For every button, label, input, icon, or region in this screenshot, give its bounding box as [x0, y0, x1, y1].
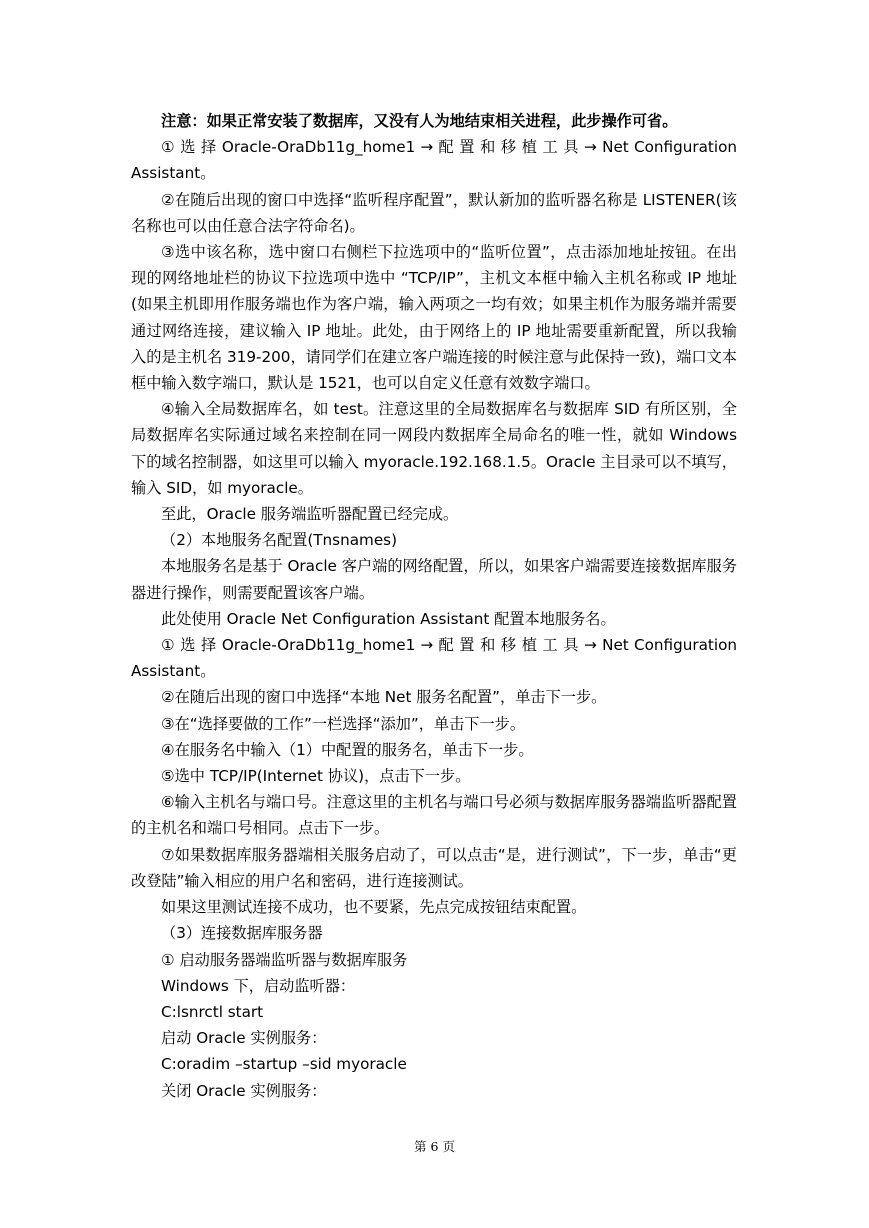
step-1-continuation: Assistant。	[131, 164, 216, 183]
start-services-paragraph: ① 启动服务器端监听器与数据库服务	[161, 950, 408, 969]
command-oradim-startup: C:oradim –startup –sid myoracle	[161, 1055, 407, 1074]
local-step-1-continuation: Assistant。	[131, 662, 216, 681]
section-heading-3: （3）连接数据库服务器	[161, 924, 323, 943]
step-3-paragraph: ③选中该名称，选中窗口右侧栏下拉选项中的“监听位置”，点击添加地址按钮。在出现的网络地址栏的协议下拉选项中选中 “TCP/IP”，主机文本框中输入主机名称或 IP 地址(如果主机即用作服务端也作为客户端，输入两项之一均有效；如果主机作为服务端并需要通过网络连接，建议输入 IP 地址。此处，由于网络上的 IP 地址需要重新配置，所以我输入的是主机名 319-200，请同学们在建立客户端连接的时候注意与此保持一致)，端口文本框中输入数字端口，默认是 1521，也可以自定义任意有效数字端口。	[131, 243, 737, 393]
step-1-paragraph: ① 选 择 Oracle-OraDb11g_home1 → 配 置 和 移 植 工 具 → Net Configuration	[161, 138, 737, 157]
summary-paragraph: 至此，Oracle 服务端监听器配置已经完成。	[161, 505, 459, 524]
windows-start-listener: Windows 下，启动监听器：	[161, 976, 356, 995]
local-step-7-paragraph: ⑦如果数据库服务器端相关服务启动了，可以点击“是，进行测试”，下一步，单击“更改登陆”输入相应的用户名和密码，进行连接测试。	[131, 845, 737, 890]
step-2-paragraph: ②在随后出现的窗口中选择“监听程序配置”，默认新加的监听器名称是 LISTENER(该名称也可以由任意合法字符命名)。	[131, 190, 737, 235]
command-lsnrctl-start: C:lsnrctl start	[161, 1002, 264, 1021]
note-paragraph: 注意：如果正常安装了数据库，又没有人为地结束相关进程，此步操作可省。	[161, 112, 678, 130]
local-step-6-paragraph: ⑥输入主机名与端口号。注意这里的主机名与端口号必须与数据库服务器端监听器配置的主机名和端口号相同。点击下一步。	[131, 793, 737, 838]
local-step-2-paragraph: ②在随后出现的窗口中选择“本地 Net 服务名配置”，单击下一步。	[161, 688, 607, 707]
page-body	[131, 108, 737, 1104]
local-step-5-paragraph: ⑤选中 TCP/IP(Internet 协议)，点击下一步。	[161, 767, 471, 786]
start-instance-label: 启动 Oracle 实例服务：	[161, 1029, 327, 1048]
step-4-paragraph: ④输入全局数据库名，如 test。注意这里的全局数据库名与数据库 SID 有所区别，全局数据库名实际通过域名来控制在同一网段内数据库全局命名的唯一性，就如 Windows 下的域名控制器，如这里可以输入 myoracle.192.168.1.5。Oracle 主目录可以不填写，输入 SID，如 myoracle。	[131, 400, 737, 497]
local-step-4-paragraph: ④在服务名中输入（1）中配置的服务名，单击下一步。	[161, 740, 534, 759]
stop-instance-label: 关闭 Oracle 实例服务：	[161, 1081, 327, 1100]
local-step-1-paragraph: ① 选 择 Oracle-OraDb11g_home1 → 配 置 和 移 植 工 具 → Net Configuration	[161, 636, 737, 655]
test-failure-paragraph: 如果这里测试连接不成功，也不要紧，先点完成按钮结束配置。	[161, 898, 587, 917]
page-number: 第 6 页	[414, 1139, 455, 1154]
section-heading-2: （2）本地服务名配置(Tnsnames)	[161, 531, 397, 550]
local-service-intro: 本地服务名是基于 Oracle 客户端的网络配置，所以，如果客户端需要连接数据库服务器进行操作，则需要配置该客户端。	[131, 557, 737, 602]
net-config-paragraph: 此处使用 Oracle Net Configuration Assistant 配置本地服务名。	[161, 609, 616, 628]
local-step-3-paragraph: ③在“选择要做的工作”一栏选择“添加”，单击下一步。	[161, 714, 526, 733]
